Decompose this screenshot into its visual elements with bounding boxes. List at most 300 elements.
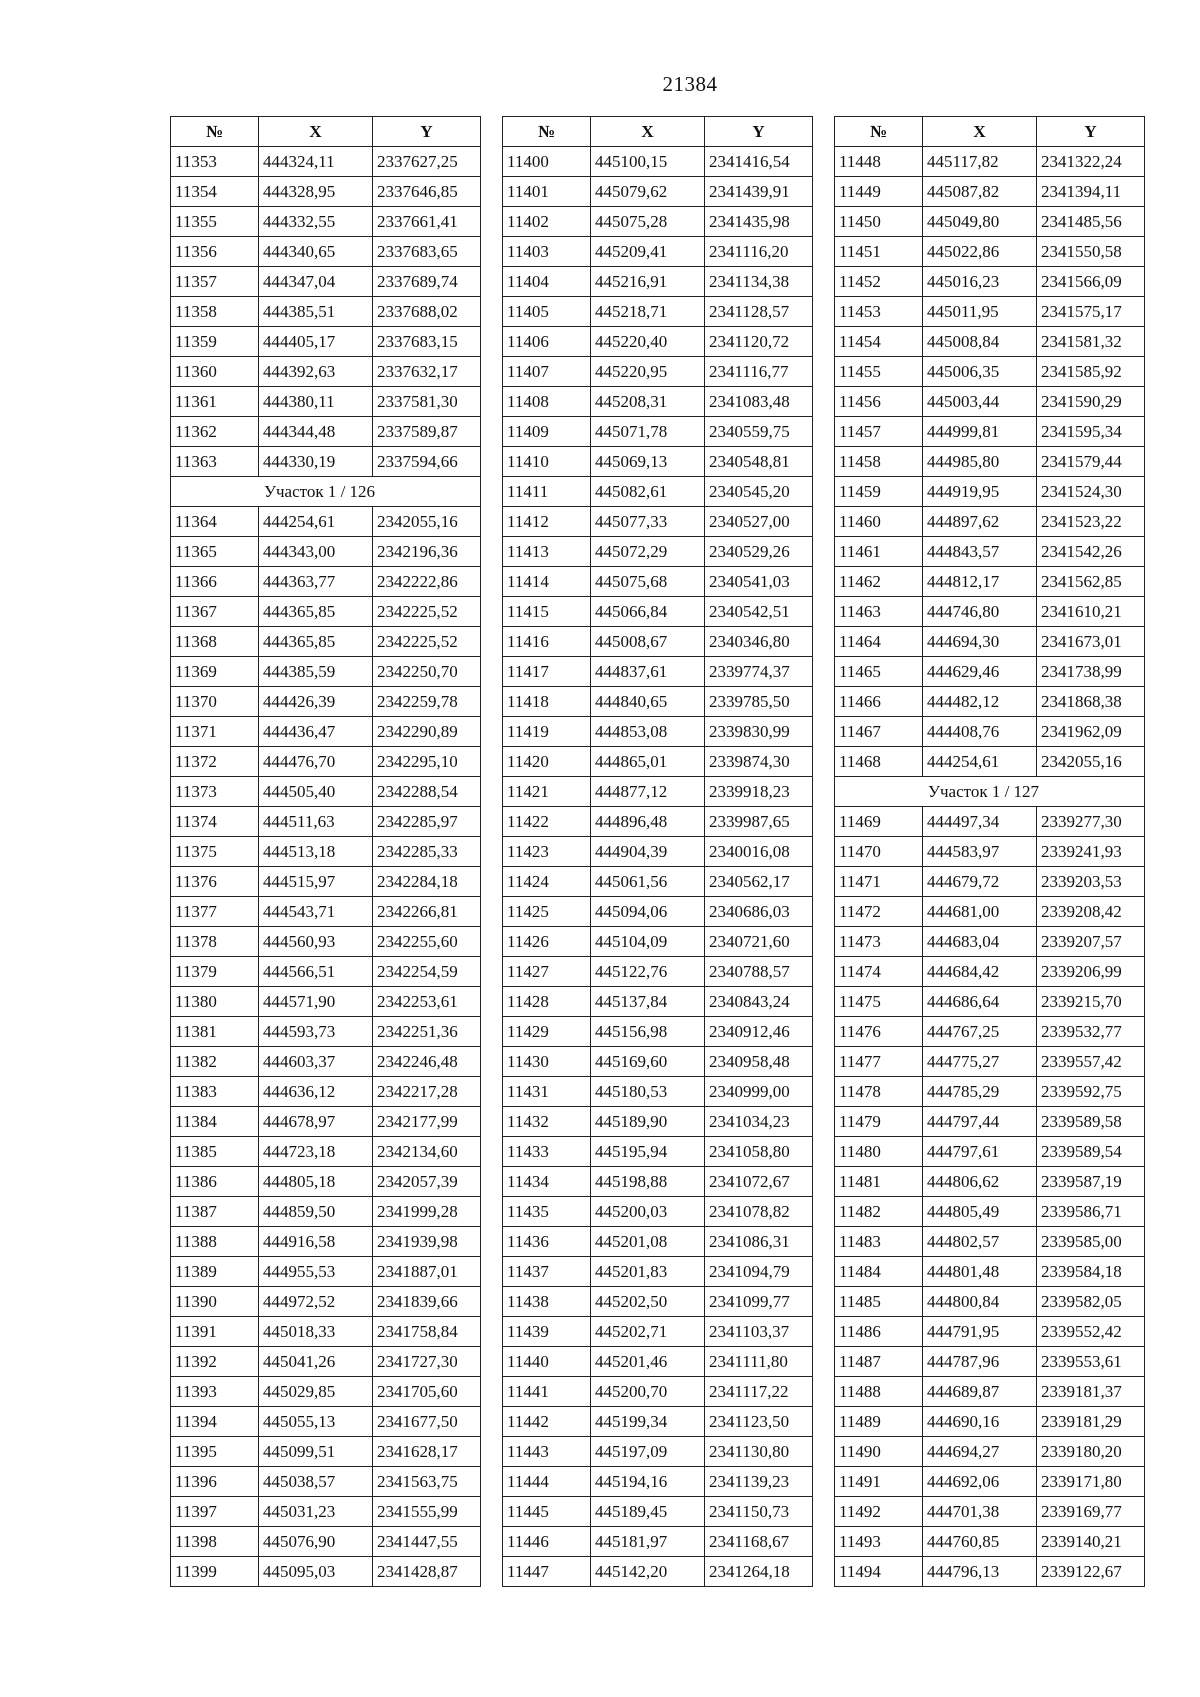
cell-x: 444543,71 [259,897,373,927]
cell-x: 445201,46 [591,1347,705,1377]
cell-y: 2341083,48 [705,387,813,417]
cell-x: 444405,17 [259,327,373,357]
table-row [503,1497,813,1527]
cell-y: 2341322,24 [1037,147,1145,177]
cell-y: 2341562,85 [1037,567,1145,597]
cell-y: 2341150,73 [705,1497,813,1527]
cell-x: 445087,82 [923,177,1037,207]
cell-number: 11375 [171,837,259,867]
cell-number: 11395 [171,1437,259,1467]
table-row [835,237,1145,267]
cell-x: 444805,18 [259,1167,373,1197]
cell-x: 444683,04 [923,927,1037,957]
table-row [171,1257,481,1287]
cell-y: 2342055,16 [373,507,481,537]
cell-y: 2342246,48 [373,1047,481,1077]
cell-number: 11465 [835,657,923,687]
cell-number: 11364 [171,507,259,537]
cell-x: 445018,33 [259,1317,373,1347]
cell-y: 2342217,28 [373,1077,481,1107]
cell-number: 11383 [171,1077,259,1107]
table-row [835,387,1145,417]
section-title: Участок 1 / 127 [927,782,1040,801]
cell-x: 444392,63 [259,357,373,387]
cell-y: 2341264,18 [705,1557,813,1587]
table-row [835,687,1145,717]
cell-x: 445104,09 [591,927,705,957]
cell-number: 11438 [503,1287,591,1317]
cell-y: 2341579,44 [1037,447,1145,477]
table-row [503,1527,813,1557]
cell-x: 445194,16 [591,1467,705,1497]
cell-x: 445200,03 [591,1197,705,1227]
cell-number: 11406 [503,327,591,357]
table-row [835,1287,1145,1317]
section-row [171,477,481,507]
cell-y: 2341428,87 [373,1557,481,1587]
table-row [835,1077,1145,1107]
table-row [171,927,481,957]
table-row [835,327,1145,357]
cell-x: 444347,04 [259,267,373,297]
cell-y: 2339206,99 [1037,957,1145,987]
cell-x: 444436,47 [259,717,373,747]
cell-x: 445008,67 [591,627,705,657]
table-row [503,537,813,567]
cell-y: 2340016,08 [705,837,813,867]
cell-y: 2339874,30 [705,747,813,777]
cell-x: 444791,95 [923,1317,1037,1347]
cell-y: 2342288,54 [373,777,481,807]
cell-x: 444746,80 [923,597,1037,627]
cell-number: 11463 [835,597,923,627]
cell-y: 2341072,67 [705,1167,813,1197]
header-number: № [835,117,923,147]
table-row [835,1017,1145,1047]
cell-x: 445041,26 [259,1347,373,1377]
cell-x: 444629,46 [923,657,1037,687]
section-title: Участок 1 / 126 [263,482,376,501]
cell-x: 444859,50 [259,1197,373,1227]
table-row [503,297,813,327]
cell-y: 2341575,17 [1037,297,1145,327]
cell-number: 11363 [171,447,259,477]
cell-x: 444511,63 [259,807,373,837]
cell-y: 2342222,86 [373,567,481,597]
cell-x: 444787,96 [923,1347,1037,1377]
cell-number: 11376 [171,867,259,897]
cell-number: 11476 [835,1017,923,1047]
cell-y: 2342250,70 [373,657,481,687]
table-row [835,297,1145,327]
cell-y: 2341999,28 [373,1197,481,1227]
cell-number: 11457 [835,417,923,447]
cell-x: 444797,44 [923,1107,1037,1137]
table-row [171,537,481,567]
cell-y: 2341086,31 [705,1227,813,1257]
cell-number: 11379 [171,957,259,987]
cell-number: 11421 [503,777,591,807]
cell-y: 2339532,77 [1037,1017,1145,1047]
cell-y: 2342253,61 [373,987,481,1017]
cell-y: 2339207,57 [1037,927,1145,957]
table-row [835,627,1145,657]
cell-number: 11445 [503,1497,591,1527]
cell-x: 444476,70 [259,747,373,777]
table-row [171,447,481,477]
cell-number: 11494 [835,1557,923,1587]
table-row [835,447,1145,477]
table-row [503,747,813,777]
table-row [835,657,1145,687]
cell-number: 11443 [503,1437,591,1467]
cell-y: 2340912,46 [705,1017,813,1047]
cell-x: 444515,97 [259,867,373,897]
cell-number: 11492 [835,1497,923,1527]
cell-number: 11427 [503,957,591,987]
cell-x: 445117,82 [923,147,1037,177]
cell-y: 2339552,42 [1037,1317,1145,1347]
table-row [503,807,813,837]
cell-x: 444999,81 [923,417,1037,447]
cell-y: 2340958,48 [705,1047,813,1077]
cell-y: 2339592,75 [1037,1077,1145,1107]
cell-x: 444806,62 [923,1167,1037,1197]
cell-y: 2340686,03 [705,897,813,927]
cell-x: 445218,71 [591,297,705,327]
cell-x: 444426,39 [259,687,373,717]
cell-x: 445055,13 [259,1407,373,1437]
table-row [503,177,813,207]
cell-x: 444679,72 [923,867,1037,897]
cell-x: 444955,53 [259,1257,373,1287]
cell-y: 2341485,56 [1037,207,1145,237]
cell-y: 2341868,38 [1037,687,1145,717]
table-row [835,717,1145,747]
cell-y: 2337689,74 [373,267,481,297]
table-row [171,1137,481,1167]
cell-x: 444767,25 [923,1017,1037,1047]
table-row [503,927,813,957]
table-row [171,807,481,837]
cell-x: 444690,16 [923,1407,1037,1437]
cell-y: 2342196,36 [373,537,481,567]
table-row [503,1407,813,1437]
cell-x: 444800,84 [923,1287,1037,1317]
cell-y: 2339180,20 [1037,1437,1145,1467]
header-y: Y [705,117,813,147]
table-row [835,1137,1145,1167]
cell-x: 444408,76 [923,717,1037,747]
header-number: № [171,117,259,147]
cell-x: 444689,87 [923,1377,1037,1407]
cell-number: 11357 [171,267,259,297]
cell-x: 445006,35 [923,357,1037,387]
table-row [171,1527,481,1557]
header-y: Y [1037,117,1145,147]
page-number: 21384 [662,72,718,96]
cell-x: 445198,88 [591,1167,705,1197]
cell-y: 2340548,81 [705,447,813,477]
cell-y: 2342266,81 [373,897,481,927]
cell-x: 445142,20 [591,1557,705,1587]
table-row [171,267,481,297]
table-row [171,597,481,627]
cell-x: 444254,61 [259,507,373,537]
cell-y: 2339169,77 [1037,1497,1145,1527]
cell-y: 2341673,01 [1037,627,1145,657]
cell-x: 445199,34 [591,1407,705,1437]
cell-number: 11392 [171,1347,259,1377]
cell-number: 11489 [835,1407,923,1437]
cell-y: 2337683,65 [373,237,481,267]
table-row [835,357,1145,387]
cell-number: 11450 [835,207,923,237]
table-row [171,1437,481,1467]
table-row [835,927,1145,957]
cell-x: 444513,18 [259,837,373,867]
table-row [503,687,813,717]
cell-y: 2342057,39 [373,1167,481,1197]
cell-number: 11419 [503,717,591,747]
table-header-row [503,117,813,147]
cell-y: 2339830,99 [705,717,813,747]
cell-y: 2342259,78 [373,687,481,717]
cell-y: 2339557,42 [1037,1047,1145,1077]
cell-number: 11410 [503,447,591,477]
cell-y: 2341585,92 [1037,357,1145,387]
cell-x: 444694,27 [923,1437,1037,1467]
table-row [503,1107,813,1137]
cell-x: 445049,80 [923,207,1037,237]
cell-number: 11436 [503,1227,591,1257]
cell-number: 11387 [171,1197,259,1227]
cell-y: 2339586,71 [1037,1197,1145,1227]
cell-y: 2341628,17 [373,1437,481,1467]
cell-y: 2342285,97 [373,807,481,837]
table-row [503,1437,813,1467]
cell-y: 2339584,18 [1037,1257,1145,1287]
cell-x: 445029,85 [259,1377,373,1407]
cell-y: 2342251,36 [373,1017,481,1047]
table-row [171,867,481,897]
cell-number: 11485 [835,1287,923,1317]
cell-y: 2337688,02 [373,297,481,327]
section-row [835,777,1145,807]
cell-x: 444684,42 [923,957,1037,987]
cell-y: 2340541,03 [705,567,813,597]
cell-y: 2341839,66 [373,1287,481,1317]
table-row [835,567,1145,597]
cell-x: 445195,94 [591,1137,705,1167]
cell-number: 11358 [171,297,259,327]
cell-y: 2341128,57 [705,297,813,327]
cell-y: 2339181,29 [1037,1407,1145,1437]
cell-x: 444330,19 [259,447,373,477]
cell-x: 445016,23 [923,267,1037,297]
cell-number: 11412 [503,507,591,537]
table-row [503,1047,813,1077]
cell-x: 445075,28 [591,207,705,237]
cell-x: 444332,55 [259,207,373,237]
cell-y: 2341439,91 [705,177,813,207]
cell-number: 11428 [503,987,591,1017]
table-row [171,1107,481,1137]
cell-number: 11486 [835,1317,923,1347]
table-row [835,807,1145,837]
cell-x: 445202,50 [591,1287,705,1317]
cell-y: 2340529,26 [705,537,813,567]
cell-number: 11385 [171,1137,259,1167]
cell-x: 444380,11 [259,387,373,417]
table-row [503,987,813,1017]
cell-y: 2341078,82 [705,1197,813,1227]
cell-number: 11382 [171,1047,259,1077]
table-row [171,1287,481,1317]
cell-number: 11453 [835,297,923,327]
cell-x: 444796,13 [923,1557,1037,1587]
table-row [835,1377,1145,1407]
cell-x: 445122,76 [591,957,705,987]
table-row [171,357,481,387]
cell-x: 445209,41 [591,237,705,267]
cell-y: 2337646,85 [373,177,481,207]
table-row [171,1077,481,1107]
cell-y: 2339589,54 [1037,1137,1145,1167]
cell-number: 11407 [503,357,591,387]
cell-number: 11449 [835,177,923,207]
cell-number: 11472 [835,897,923,927]
cell-number: 11441 [503,1377,591,1407]
cell-number: 11471 [835,867,923,897]
cell-number: 11425 [503,897,591,927]
cell-number: 11355 [171,207,259,237]
cell-number: 11481 [835,1167,923,1197]
table-row [171,747,481,777]
cell-number: 11488 [835,1377,923,1407]
table-row [171,387,481,417]
table-row [503,1017,813,1047]
table-row [835,597,1145,627]
cell-y: 2341677,50 [373,1407,481,1437]
cell-number: 11490 [835,1437,923,1467]
table-row [835,477,1145,507]
cell-x: 444254,61 [923,747,1037,777]
cell-number: 11367 [171,597,259,627]
cell-x: 445201,83 [591,1257,705,1287]
cell-x: 445075,68 [591,567,705,597]
cell-number: 11398 [171,1527,259,1557]
cell-y: 2341435,98 [705,207,813,237]
cell-x: 445071,78 [591,417,705,447]
cell-y: 2342134,60 [373,1137,481,1167]
table-row [503,1287,813,1317]
cell-y: 2342055,16 [1037,747,1145,777]
header-x: X [259,117,373,147]
cell-x: 444919,95 [923,477,1037,507]
cell-number: 11493 [835,1527,923,1557]
table-row [503,1317,813,1347]
table-row [171,1317,481,1347]
cell-y: 2341542,26 [1037,537,1145,567]
cell-number: 11386 [171,1167,259,1197]
cell-y: 2340562,17 [705,867,813,897]
table-row [835,987,1145,1017]
cell-x: 445038,57 [259,1467,373,1497]
cell-number: 11413 [503,537,591,567]
cell-y: 2337632,17 [373,357,481,387]
coordinates-table-3 [834,116,1145,1587]
cell-number: 11483 [835,1227,923,1257]
cell-y: 2339122,67 [1037,1557,1145,1587]
cell-y: 2340542,51 [705,597,813,627]
cell-number: 11381 [171,1017,259,1047]
cell-number: 11447 [503,1557,591,1587]
cell-x: 444723,18 [259,1137,373,1167]
table-row [503,237,813,267]
cell-number: 11415 [503,597,591,627]
cell-number: 11460 [835,507,923,537]
cell-number: 11401 [503,177,591,207]
cell-x: 444566,51 [259,957,373,987]
table-row [503,627,813,657]
table-row [835,837,1145,867]
cell-x: 444686,64 [923,987,1037,1017]
table-row [503,207,813,237]
cell-y: 2341099,77 [705,1287,813,1317]
cell-number: 11469 [835,807,923,837]
cell-y: 2340843,24 [705,987,813,1017]
cell-y: 2340545,20 [705,477,813,507]
cell-y: 2337627,25 [373,147,481,177]
cell-number: 11433 [503,1137,591,1167]
cell-number: 11365 [171,537,259,567]
table-row [835,897,1145,927]
cell-x: 444365,85 [259,627,373,657]
cell-number: 11470 [835,837,923,867]
table-row [171,957,481,987]
table-row [835,1407,1145,1437]
cell-number: 11451 [835,237,923,267]
table-row [835,1317,1145,1347]
cell-number: 11373 [171,777,259,807]
section-cell [171,477,481,507]
cell-x: 444571,90 [259,987,373,1017]
cell-number: 11423 [503,837,591,867]
cell-y: 2339987,65 [705,807,813,837]
cell-y: 2341120,72 [705,327,813,357]
cell-number: 11482 [835,1197,923,1227]
cell-x: 445189,45 [591,1497,705,1527]
cell-number: 11356 [171,237,259,267]
table-row [503,567,813,597]
cell-number: 11371 [171,717,259,747]
table-row [171,1467,481,1497]
cell-y: 2339785,50 [705,687,813,717]
cell-y: 2341111,80 [705,1347,813,1377]
table-row [171,1347,481,1377]
cell-number: 11424 [503,867,591,897]
cell-number: 11439 [503,1317,591,1347]
table-row [171,1407,481,1437]
cell-number: 11369 [171,657,259,687]
cell-number: 11394 [171,1407,259,1437]
cell-number: 11491 [835,1467,923,1497]
cell-y: 2341117,22 [705,1377,813,1407]
cell-y: 2342225,52 [373,627,481,657]
cell-y: 2340559,75 [705,417,813,447]
cell-number: 11461 [835,537,923,567]
